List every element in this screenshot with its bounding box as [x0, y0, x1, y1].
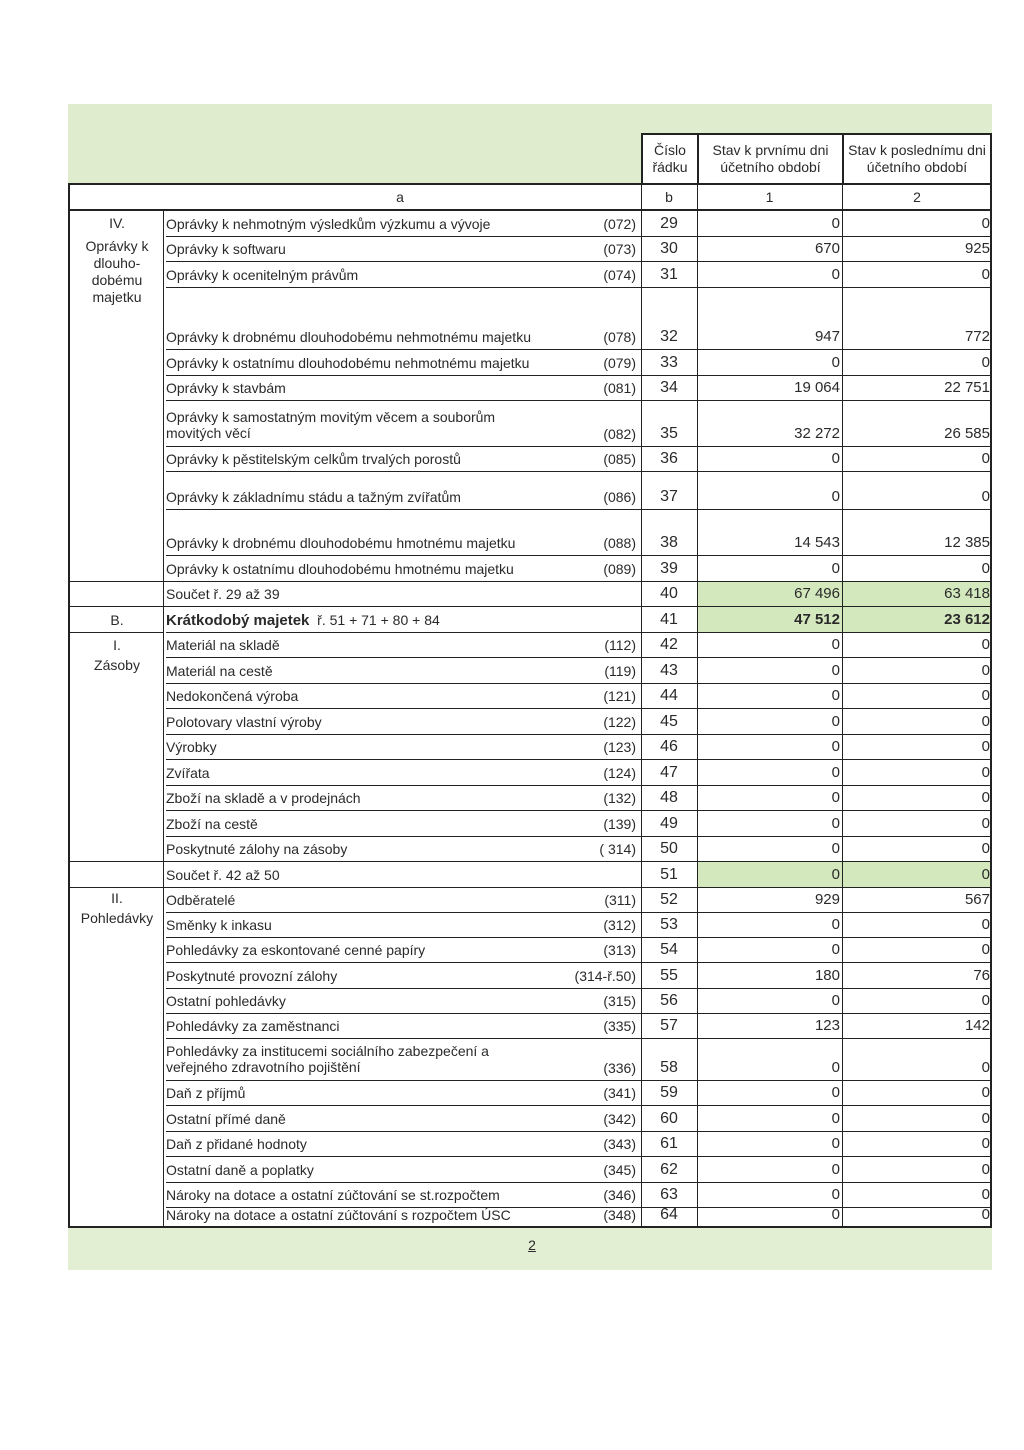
row-value-end: 0 — [981, 1206, 990, 1223]
row-value-start: 0 — [831, 687, 840, 704]
row-value-start: 0 — [831, 840, 840, 857]
row-value-end: 0 — [981, 266, 990, 283]
row-label: Oprávky k ostatnímu dlouhodobému hmotnému majetku — [166, 561, 514, 577]
row-code: (314-ř.50) — [574, 968, 636, 984]
row-label: Oprávky k softwaru — [166, 241, 286, 257]
column-divider — [842, 183, 843, 1228]
row-divider — [166, 400, 992, 401]
row-code: (315) — [603, 993, 636, 1009]
row-label: Materiál na skladě — [166, 637, 280, 653]
row-divider — [166, 912, 992, 913]
row-code: (085) — [603, 451, 636, 467]
row-number: 35 — [660, 425, 678, 442]
row-value-start: 123 — [814, 1017, 840, 1034]
row-code: (124) — [603, 765, 636, 781]
row-value-end: 0 — [981, 354, 990, 371]
row-number: 53 — [660, 916, 678, 933]
row-label — [166, 409, 495, 441]
row-label-line2: movitých věcí — [166, 425, 251, 441]
row-label-bold: Krátkodobý majetek — [166, 612, 310, 629]
row-divider — [166, 261, 992, 262]
row-divider — [166, 555, 992, 556]
row-value-start: 0 — [831, 815, 840, 832]
row-value-end: 0 — [981, 450, 990, 467]
row-value-end: 76 — [973, 967, 990, 984]
row-value-end: 22 751 — [944, 379, 990, 396]
row-divider — [166, 988, 992, 989]
row-value-start: 19 064 — [794, 379, 840, 396]
row-divider — [166, 236, 992, 237]
row-value-start: 0 — [831, 450, 840, 467]
row-value-start: 0 — [831, 866, 840, 883]
row-value-start: 0 — [831, 215, 840, 232]
row-label: Oprávky k ostatnímu dlouhodobému nehmotnému majetku — [166, 355, 530, 371]
row-label: Oprávky k drobnému dlouhodobému nehmotnému majetku — [166, 329, 531, 345]
row-number: 56 — [660, 992, 678, 1009]
row-value-end: 0 — [981, 992, 990, 1009]
row-value-start: 180 — [814, 967, 840, 984]
row-label: Poskytnuté provozní zálohy — [166, 968, 338, 984]
row-number: 57 — [660, 1017, 678, 1034]
row-label: Výrobky — [166, 739, 217, 755]
row-divider — [166, 810, 992, 811]
row-code: (345) — [603, 1162, 636, 1178]
row-number: 37 — [660, 488, 678, 505]
row-value-end: 0 — [981, 916, 990, 933]
row-value-start: 0 — [831, 662, 840, 679]
row-number: 41 — [660, 611, 678, 628]
row-value-end: 0 — [981, 764, 990, 781]
row-value-end: 0 — [981, 1084, 990, 1101]
row-value-start: 0 — [831, 354, 840, 371]
row-value-start: 0 — [831, 1186, 840, 1203]
section-b-label: B. — [110, 612, 124, 628]
section-divider — [68, 632, 164, 633]
row-label: Daň z příjmů — [166, 1085, 246, 1101]
row-value-end: 0 — [981, 488, 990, 505]
row-value-end: 0 — [981, 1059, 990, 1076]
row-label-line1: Pohledávky za institucemi sociálního zabezpečení a — [166, 1043, 489, 1059]
row-value-end: 0 — [981, 789, 990, 806]
row-value-end: 925 — [964, 240, 990, 257]
row-divider — [166, 375, 992, 376]
section-ii-name: Pohledávky — [80, 910, 154, 926]
row-label: Oprávky k ocenitelným právům — [166, 267, 359, 283]
row-number: 59 — [660, 1084, 678, 1101]
row-value-start: 0 — [831, 1084, 840, 1101]
row-number: 58 — [660, 1059, 678, 1076]
row-code: (348) — [603, 1207, 636, 1223]
row-divider — [166, 759, 992, 760]
row-number: 63 — [660, 1186, 678, 1203]
row-code: (132) — [603, 790, 636, 806]
row-code: (078) — [603, 329, 636, 345]
row-label: Nároky na dotace a ostatní zúčtování s rozpočtem ÚSC — [166, 1207, 511, 1223]
row-divider — [166, 1182, 992, 1183]
section-divider — [68, 606, 164, 607]
row-value-start: 0 — [831, 713, 840, 730]
section-ii-label: II. — [111, 890, 123, 906]
row-value-start: 0 — [831, 992, 840, 1009]
row-value-start: 47 512 — [794, 611, 840, 628]
row-divider — [166, 471, 992, 472]
row-label: Odběratelé — [166, 892, 236, 908]
row-divider — [166, 1013, 992, 1014]
row-code: (074) — [603, 267, 636, 283]
row-number: 46 — [660, 738, 678, 755]
row-label: Směnky k inkasu — [166, 917, 272, 933]
row-divider — [68, 887, 992, 888]
row-number: 31 — [660, 266, 678, 283]
row-divider — [166, 509, 992, 510]
row-label-suffix: ř. 51 + 71 + 80 + 84 — [309, 612, 440, 628]
row-code: (121) — [603, 688, 636, 704]
row-divider — [68, 861, 992, 862]
row-divider — [166, 785, 992, 786]
row-label: Oprávky k drobnému dlouhodobému hmotnému majetku — [166, 535, 516, 551]
row-number: 29 — [660, 215, 678, 232]
row-value-start: 0 — [831, 789, 840, 806]
row-value-start: 0 — [831, 738, 840, 755]
row-label: Ostatní přímé daně — [166, 1111, 286, 1127]
row-number: 54 — [660, 941, 678, 958]
row-label — [166, 1043, 489, 1075]
row-label-line2: veřejného zdravotního pojištění — [166, 1059, 361, 1075]
row-value-end: 23 612 — [944, 611, 990, 628]
section-iv-name: Oprávky k dlouho-dobému majetku — [85, 238, 149, 305]
row-label: Nároky na dotace a ostatní zúčtování se st.rozpočtem — [166, 1187, 500, 1203]
row-value-start: 0 — [831, 488, 840, 505]
row-label: Zboží na cestě — [166, 816, 258, 832]
row-divider — [166, 632, 992, 633]
row-label: Součet ř. 29 až 39 — [166, 586, 280, 602]
row-code: (335) — [603, 1018, 636, 1034]
row-number: 55 — [660, 967, 678, 984]
row-value-end: 0 — [981, 941, 990, 958]
row-divider — [68, 606, 992, 607]
header-cislo-text: Číslo řádku — [652, 142, 688, 175]
row-number: 52 — [660, 891, 678, 908]
row-divider — [166, 349, 992, 350]
page-number: 2 — [528, 1237, 536, 1253]
row-label-line1: Oprávky k samostatným movitým věcem a souborům — [166, 409, 496, 425]
row-code: (086) — [603, 489, 636, 505]
row-label — [166, 612, 440, 629]
row-divider — [166, 1156, 992, 1157]
row-label: Pohledávky za zaměstnanci — [166, 1018, 340, 1034]
col-header-a: a — [396, 189, 404, 205]
row-code: (312) — [603, 917, 636, 933]
row-value-end: 12 385 — [944, 534, 990, 551]
row-number: 50 — [660, 840, 678, 857]
row-value-end: 0 — [981, 1135, 990, 1152]
row-value-start: 0 — [831, 266, 840, 283]
row-label: Daň z přidané hodnoty — [166, 1136, 307, 1152]
row-value-end: 0 — [981, 662, 990, 679]
row-value-end: 0 — [981, 713, 990, 730]
row-label: Ostatní pohledávky — [166, 993, 286, 1009]
row-code: (081) — [603, 380, 636, 396]
row-number: 48 — [660, 789, 678, 806]
row-number: 60 — [660, 1110, 678, 1127]
row-code: (342) — [603, 1111, 636, 1127]
row-value-end: 0 — [981, 1161, 990, 1178]
row-value-start: 14 543 — [794, 534, 840, 551]
row-number: 62 — [660, 1161, 678, 1178]
column-divider — [697, 183, 698, 1228]
row-code: (343) — [603, 1136, 636, 1152]
row-value-end: 772 — [964, 328, 990, 345]
row-value-start: 0 — [831, 1206, 840, 1223]
header-stav-prvni-text: Stav k prvnímu dni účetního období — [712, 142, 829, 175]
row-value-start: 0 — [831, 636, 840, 653]
row-code: (089) — [603, 561, 636, 577]
row-value-start: 0 — [831, 941, 840, 958]
header-cislo — [641, 133, 697, 183]
row-value-end: 142 — [964, 1017, 990, 1034]
row-number: 38 — [660, 534, 678, 551]
row-code: (311) — [604, 892, 636, 908]
header-stav-posledni — [842, 133, 992, 183]
row-number: 44 — [660, 687, 678, 704]
row-number: 43 — [660, 662, 678, 679]
row-number: 42 — [660, 636, 678, 653]
header-divider — [68, 209, 992, 211]
row-value-start: 0 — [831, 1135, 840, 1152]
row-value-start: 0 — [831, 764, 840, 781]
row-divider — [68, 581, 992, 582]
row-value-end: 0 — [981, 215, 990, 232]
row-code: (313) — [603, 942, 636, 958]
row-code: ( 314) — [599, 841, 636, 857]
row-label: Oprávky k pěstitelským celkům trvalých porostů — [166, 451, 461, 467]
row-label: Ostatní daně a poplatky — [166, 1162, 314, 1178]
row-code: (112) — [604, 637, 636, 653]
row-label: Nedokončená výroba — [166, 688, 299, 704]
section-i-name: Zásoby — [94, 657, 140, 673]
row-value-start: 670 — [814, 240, 840, 257]
section-iv-label: IV. — [109, 215, 125, 231]
row-number: 32 — [660, 328, 678, 345]
row-code: (073) — [603, 241, 636, 257]
row-label: Součet ř. 42 až 50 — [166, 867, 280, 883]
col-header-b: b — [665, 189, 673, 205]
row-label: Zboží na skladě a v prodejnách — [166, 790, 361, 806]
row-value-end: 0 — [981, 738, 990, 755]
row-number: 45 — [660, 713, 678, 730]
row-number: 61 — [660, 1135, 678, 1152]
row-label: Oprávky k nehmotným výsledkům výzkumu a vývoje — [166, 216, 491, 232]
row-value-start: 0 — [831, 1161, 840, 1178]
section-divider — [68, 887, 164, 888]
row-number: 49 — [660, 815, 678, 832]
row-code: (346) — [603, 1187, 636, 1203]
row-number: 33 — [660, 354, 678, 371]
col-header-1: 1 — [765, 189, 774, 205]
row-divider — [166, 683, 992, 684]
row-code: (139) — [603, 816, 636, 832]
row-value-end: 0 — [981, 1110, 990, 1127]
row-label: Polotovary vlastní výroby — [166, 714, 322, 730]
row-code: (119) — [604, 663, 636, 679]
row-value-end: 0 — [981, 687, 990, 704]
row-number: 34 — [660, 379, 678, 396]
section-i-label: I. — [113, 637, 121, 653]
row-label: Oprávky k stavbám — [166, 380, 286, 396]
row-value-start: 0 — [831, 1110, 840, 1127]
row-divider — [166, 1038, 992, 1039]
row-number: 39 — [660, 560, 678, 577]
row-code: (079) — [603, 355, 636, 371]
row-label: Pohledávky za eskontované cenné papíry — [166, 942, 426, 958]
highlight-cell — [698, 862, 990, 888]
row-divider — [166, 937, 992, 938]
header-stav-posledni-text: Stav k poslednímu dni účetního období — [848, 142, 986, 175]
row-code: (123) — [603, 739, 636, 755]
row-code: (341) — [603, 1085, 636, 1101]
row-number: 36 — [660, 450, 678, 467]
row-value-end: 0 — [981, 560, 990, 577]
row-code: (336) — [603, 1060, 636, 1076]
row-number: 64 — [660, 1206, 678, 1223]
header-stav-prvni — [697, 133, 842, 183]
row-value-start: 0 — [831, 1059, 840, 1076]
row-divider — [166, 657, 992, 658]
row-divider — [166, 446, 992, 447]
row-value-end: 567 — [964, 891, 990, 908]
row-label: Zvířata — [166, 765, 210, 781]
row-code: (082) — [603, 426, 636, 442]
row-divider — [166, 1105, 992, 1106]
row-divider — [166, 962, 992, 963]
row-value-start: 32 272 — [794, 425, 840, 442]
row-number: 51 — [660, 866, 678, 883]
row-code: (072) — [603, 216, 636, 232]
row-value-end: 63 418 — [944, 585, 990, 602]
row-code: (088) — [603, 535, 636, 551]
row-code: (122) — [603, 714, 636, 730]
row-value-end: 26 585 — [944, 425, 990, 442]
row-label: Poskytnuté zálohy na zásoby — [166, 841, 348, 857]
row-label: Oprávky k základnímu stádu a tažným zvířatům — [166, 489, 461, 505]
row-value-end: 0 — [981, 840, 990, 857]
row-divider — [166, 1131, 992, 1132]
row-value-start: 0 — [831, 916, 840, 933]
row-number: 47 — [660, 764, 678, 781]
row-divider — [166, 287, 992, 288]
row-divider — [166, 708, 992, 709]
row-value-end: 0 — [981, 866, 990, 883]
row-divider — [166, 836, 992, 837]
row-number: 30 — [660, 240, 678, 257]
row-value-start: 0 — [831, 560, 840, 577]
column-divider — [163, 211, 164, 1228]
row-divider — [166, 1227, 992, 1228]
row-value-start: 67 496 — [794, 585, 840, 602]
row-value-start: 929 — [814, 891, 840, 908]
col-header-2: 2 — [913, 189, 921, 205]
row-number: 40 — [660, 585, 678, 602]
row-divider — [166, 1080, 992, 1081]
row-value-end: 0 — [981, 636, 990, 653]
row-label: Materiál na cestě — [166, 663, 273, 679]
row-value-end: 0 — [981, 1186, 990, 1203]
row-divider — [166, 734, 992, 735]
row-value-end: 0 — [981, 815, 990, 832]
row-value-start: 947 — [814, 328, 840, 345]
